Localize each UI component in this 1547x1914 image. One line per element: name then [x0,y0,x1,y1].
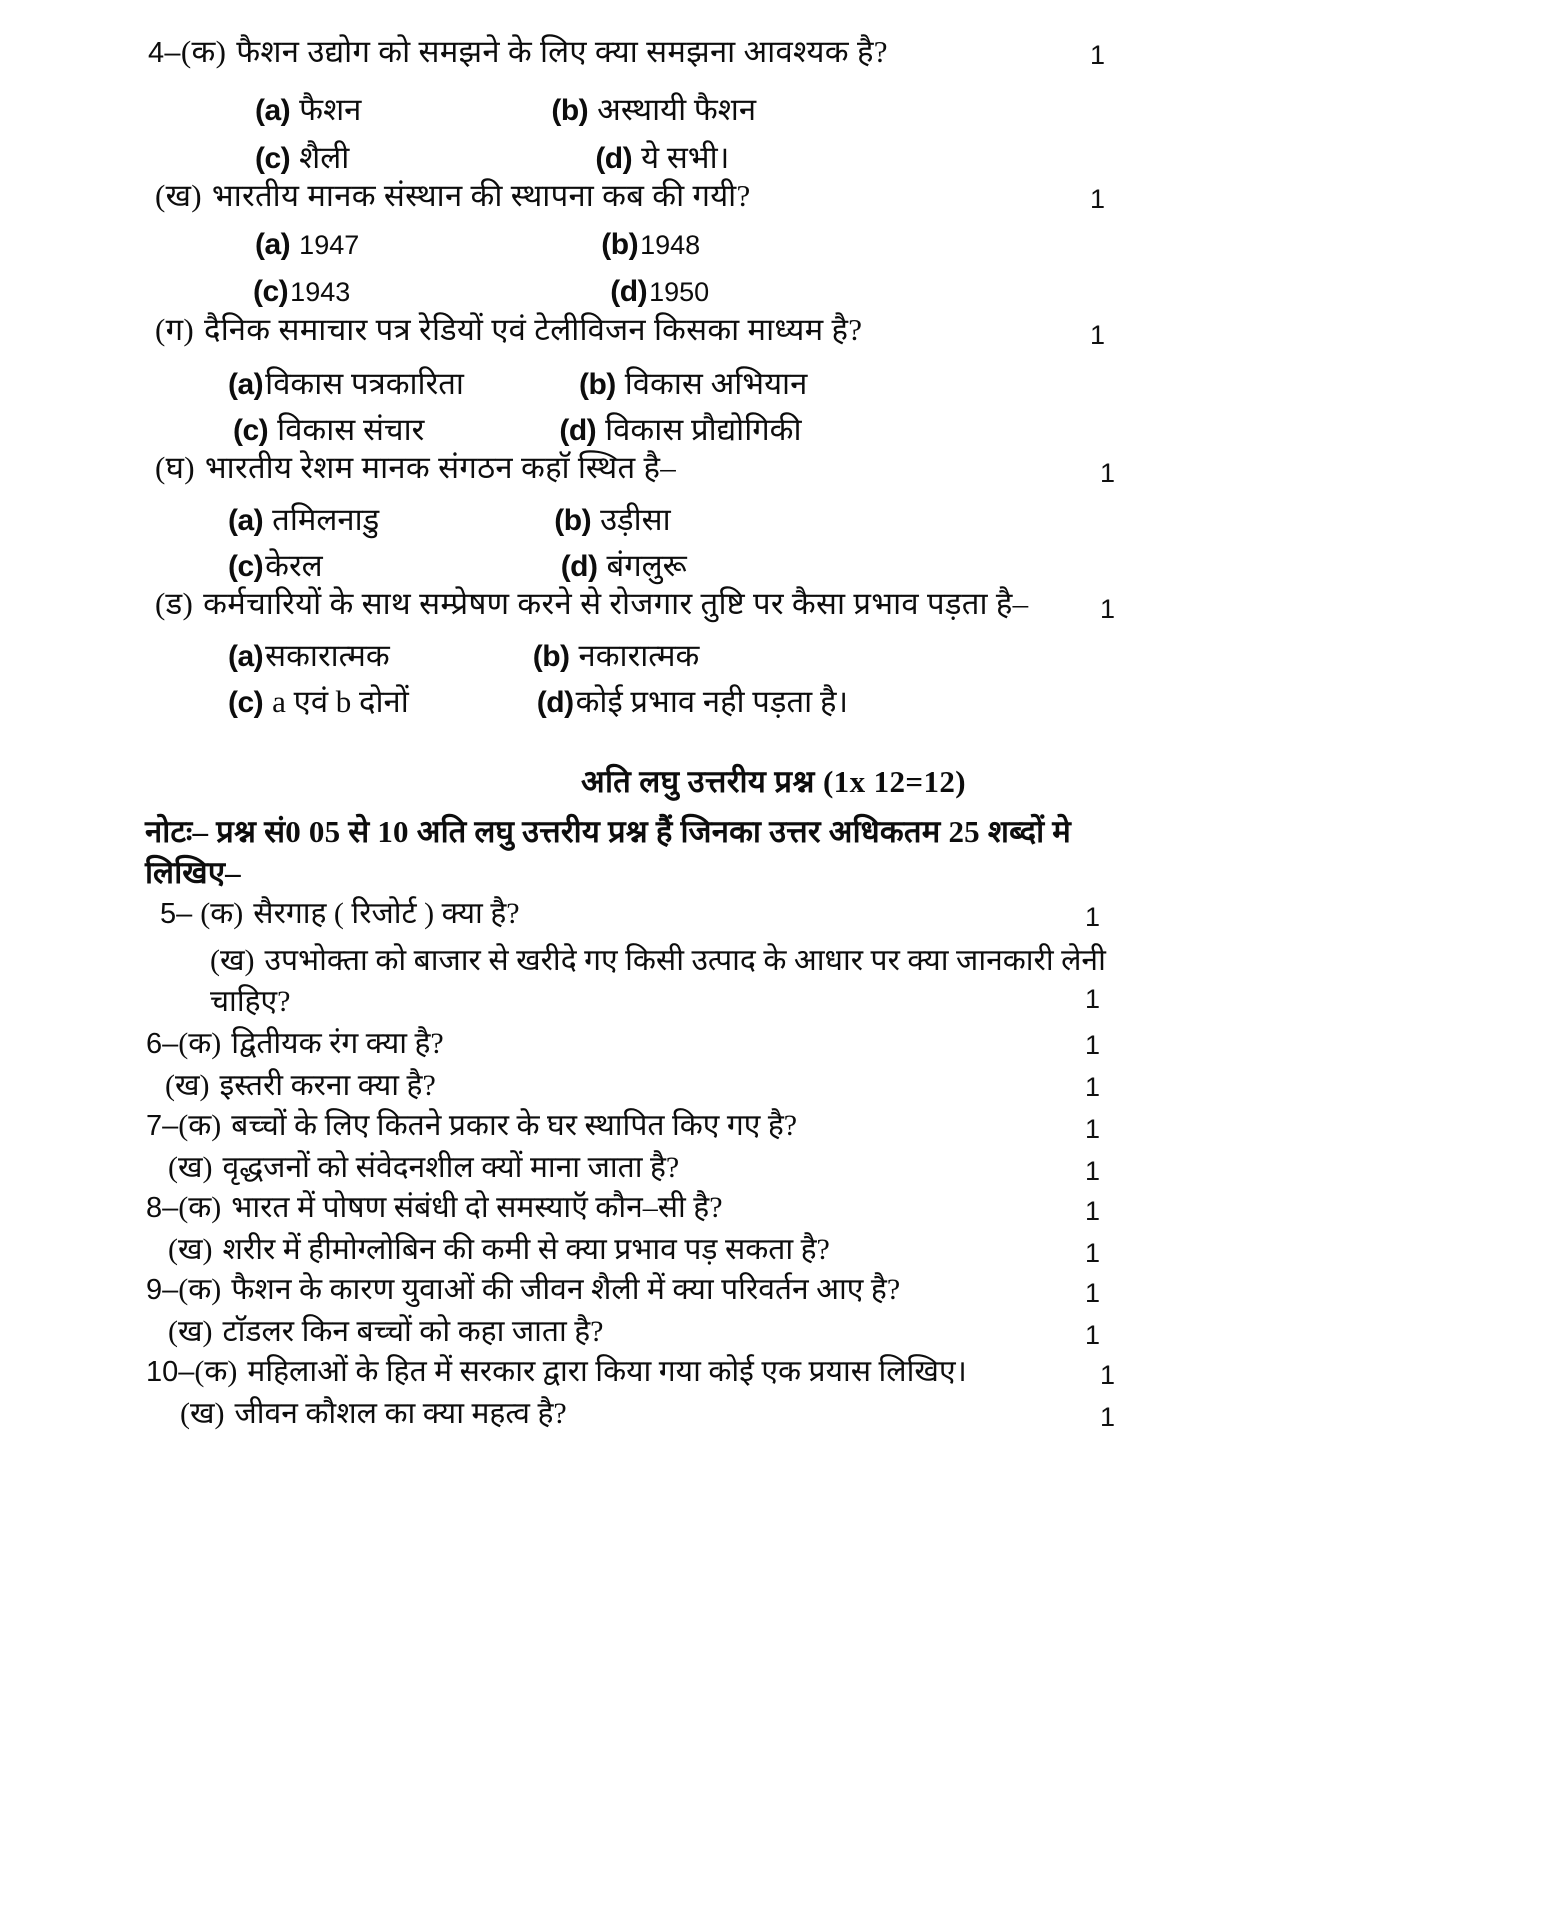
marks-value: 1 [1100,1360,1116,1390]
question-9-kha [168,1316,604,1348]
option-a[interactable] [255,228,359,262]
question-text: कर्मचारियों के साथ सम्प्रेषण करने से रोजगार तुष्टि पर कैसा प्रभाव पड़ता है– [203,586,1029,621]
option-text: विकास संचार [277,412,425,447]
option-text: तमिलनाडु [272,502,380,537]
option-d[interactable] [537,680,848,722]
marks-value: 1 [1090,320,1106,350]
question-part: (ख) [168,1233,213,1266]
option-text: 1943 [290,277,351,307]
option-b[interactable] [601,228,700,262]
option-d[interactable] [610,275,709,309]
question-4-gha-stem [155,452,676,483]
option-label: (b) [601,228,639,261]
option-label: (c) [228,550,264,583]
option-a[interactable] [228,498,379,540]
option-text: विकास प्रौद्योगिकी [605,412,802,447]
option-d[interactable] [559,408,801,450]
option-label: (b) [551,94,589,127]
question-number: 6– [146,1028,179,1060]
marks-value: 1 [1090,40,1106,70]
section-note: नोटः– प्रश्न सं0 05 से 10 अति लघु उत्तरीय प्रश्न हैं जिनका उत्तर अधिकतम 25 शब्दों मे लिखिए– [145,814,1072,890]
option-label: (a) [255,228,291,261]
question-text: बच्चों के लिए कितने प्रकार के घर स्थापित किए गए है? [231,1109,798,1142]
option-text: अस्थायी फैशन [597,92,757,127]
question-6-ka [146,1028,444,1060]
option-label: (a) [228,368,264,401]
question-number: 8– [146,1192,179,1224]
option-c[interactable] [233,408,424,450]
question-text: महिलाओं के हित में सरकार द्वारा किया गया कोई एक प्रयास लिखिए। [247,1355,967,1388]
question-4-gha-options-row-1 [228,498,671,540]
option-label: (c) [228,686,264,719]
marks-value: 1 [1085,1238,1101,1268]
option-text: शैली [299,140,350,175]
question-number: 9– [146,1274,179,1306]
option-c[interactable] [255,136,349,178]
question-text: सैरगाह ( रिजोर्ट ) क्या है? [253,897,520,930]
question-part: (क) [178,1273,222,1306]
option-b[interactable] [554,498,670,540]
option-text: विकास पत्रकारिता [265,366,464,401]
question-4-ka-options-row-1 [255,88,756,130]
marks-value: 1 [1085,1114,1101,1144]
question-text: भारत में पोषण संबंधी दो समस्याऍ कौन–सी है? [231,1191,723,1224]
option-text: 1950 [649,277,710,307]
question-4-ka-options-row-2 [255,136,729,178]
question-part: (ख) [210,944,255,977]
question-part: (ग) [155,312,194,347]
question-number: 5– [160,898,193,930]
option-label: (a) [228,640,264,673]
marks-value: 1 [1085,902,1101,932]
marks-value: 1 [1085,1278,1101,1308]
option-label: (a) [255,94,291,127]
option-b[interactable] [551,88,756,130]
option-label: (d) [610,275,648,308]
option-label: (a) [228,504,264,537]
option-label: (b) [554,504,592,537]
option-text: a एवं b दोनों [272,684,409,719]
question-part: (क) [200,897,244,930]
question-4-kha-stem [155,180,751,211]
marks-value: 1 [1085,1030,1101,1060]
option-text: बंगलुरू [606,548,687,583]
marks-value: 1 [1100,458,1116,488]
marks-value: 1 [1090,184,1106,214]
question-number: 4– [148,37,181,69]
question-part: (घ) [155,450,195,485]
question-4-da-options-row-1 [228,634,699,676]
question-text: जीवन कौशल का क्या महत्व है? [234,1397,567,1430]
marks-value: 1 [1085,1320,1101,1350]
question-10-kha [180,1398,567,1430]
question-part: (क) [194,1355,238,1388]
option-text: फैशन [299,92,362,127]
section-heading: अति लघु उत्तरीय प्रश्न (1x 12=12) [580,764,967,799]
question-5-kha [210,940,1145,1023]
question-4-kha-options-row-2 [253,275,709,309]
option-c[interactable] [228,544,323,586]
question-part: (क) [178,1191,222,1224]
question-4-kha-options-row-1 [255,228,700,262]
option-d[interactable] [561,544,687,586]
question-part: (ख) [165,1069,210,1102]
question-text: फैशन के कारण युवाओं की जीवन शैली में क्या परिवर्तन आए है? [231,1273,901,1306]
question-number: 7– [146,1110,179,1142]
option-text: केरल [265,548,323,583]
marks-value: 1 [1100,1402,1116,1432]
option-c[interactable] [253,275,350,309]
question-4-ga-stem [155,314,862,345]
question-text: द्वितीयक रंग क्या है? [231,1027,444,1060]
question-6-kha [165,1070,436,1102]
option-b[interactable] [533,634,700,676]
question-text: दैनिक समाचार पत्र रेडियों एवं टेलीविजन किसका माध्यम है? [204,312,863,347]
question-part: (ख) [180,1397,225,1430]
question-text: टाॅडलर किन बच्चों को कहा जाता है? [222,1315,604,1348]
question-4-da-stem [155,588,1028,619]
option-text: विकास अभियान [624,366,808,401]
question-9-ka [146,1274,900,1306]
marks-value: 1 [1085,1072,1101,1102]
marks-value: 1 [1085,1156,1101,1186]
question-8-ka [146,1192,723,1224]
question-7-kha [168,1152,679,1184]
question-10-ka [146,1356,967,1388]
question-part: (ख) [168,1315,213,1348]
option-a[interactable] [228,634,390,676]
option-b[interactable] [579,362,807,404]
option-label: (c) [253,275,289,308]
question-number: 10– [146,1356,195,1388]
option-c[interactable] [228,680,409,722]
option-label: (b) [578,368,616,401]
question-4-ka-stem [148,36,888,68]
marks-value: 1 [1085,1196,1101,1226]
question-text: शरीर में हीमोग्लोबिन की कमी से क्या प्रभाव पड़ सकता है? [222,1233,830,1266]
question-part: (क) [178,1027,222,1060]
option-a[interactable] [228,362,464,404]
question-part: (ख) [155,178,202,213]
question-text: वृद्धजनों को संवेदनशील क्यों माना जाता है? [222,1151,680,1184]
option-label: (c) [255,142,291,175]
question-text: भारतीय रेशम मानक संगठन कहाॅ स्थित है– [204,450,677,485]
option-label: (d) [536,686,574,719]
option-text: सकारात्मक [265,638,390,673]
question-5-ka [160,898,520,930]
option-text: ये सभी। [641,140,730,175]
option-label: (d) [559,414,597,447]
question-text: इस्तरी करना क्या है? [219,1069,436,1102]
option-label: (b) [532,640,570,673]
option-text: उड़ीसा [600,502,671,537]
option-d[interactable] [595,136,729,178]
question-part: (ड) [155,586,194,621]
option-a[interactable] [255,88,361,130]
option-label: (d) [560,550,598,583]
question-text: भारतीय मानक संस्थान की स्थापना कब की गयी? [211,178,751,213]
marks-value: 1 [1100,594,1116,624]
question-part: (ख) [168,1151,213,1184]
question-text: उपभोक्ता को बाजार से खरीदे गए किसी उत्पाद के आधार पर क्या जानकारी लेनी चाहिए? [210,944,1106,1019]
option-text: 1948 [640,230,701,260]
option-text: नकारात्मक [578,638,700,673]
option-text: 1947 [299,230,360,260]
marks-value: 1 [1085,984,1101,1014]
question-text: फैशन उद्योग को समझने के लिए क्या समझना आवश्यक है? [236,34,888,69]
question-4-da-options-row-2 [228,680,848,722]
question-4-ga-options-row-2 [233,408,802,450]
option-label: (d) [595,142,633,175]
question-4-gha-options-row-2 [228,544,687,586]
question-part: (क) [178,1109,222,1142]
option-label: (c) [233,414,269,447]
question-part: (क) [180,34,227,69]
question-8-kha [168,1234,830,1266]
option-text: कोई प्रभाव नही पड़ता है। [575,684,849,719]
question-4-ga-options-row-1 [228,362,807,404]
question-7-ka [146,1110,797,1142]
